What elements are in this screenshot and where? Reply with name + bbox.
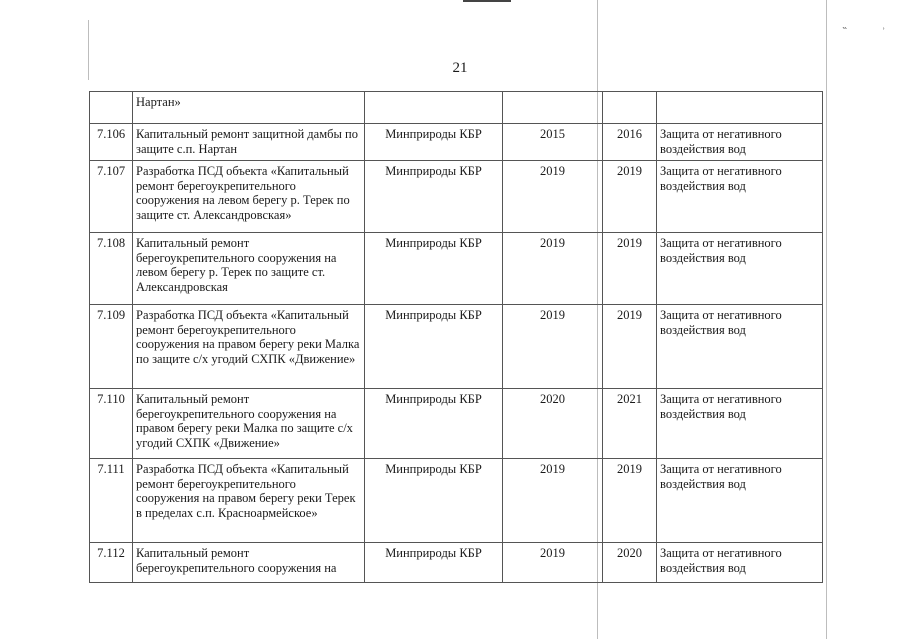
table-row xyxy=(90,459,823,543)
row-start-year: 2019 xyxy=(503,543,603,583)
row-end-year: 2016 xyxy=(603,124,657,161)
row-start-year: 2019 xyxy=(503,233,603,305)
row-number: 7.107 xyxy=(90,161,133,233)
row-purpose: Защита от негативного воздействия вод xyxy=(657,233,823,305)
row-purpose: Защита от негативного воздействия вод xyxy=(657,124,823,161)
table-row xyxy=(90,389,823,459)
row-end-year: 2019 xyxy=(603,161,657,233)
row-agency: Минприроды КБР xyxy=(365,543,503,583)
row-start-year: 2019 xyxy=(503,161,603,233)
table-row xyxy=(90,92,823,124)
row-start-year xyxy=(503,92,603,124)
row-end-year: 2019 xyxy=(603,233,657,305)
table-row xyxy=(90,233,823,305)
row-title: Капитальный ремонт берегоукрепительного сооружения на левом берегу р. Терек по защите ст. Александровская xyxy=(133,233,365,305)
row-title: Капитальный ремонт берегоукрепительного сооружения на xyxy=(133,543,365,583)
row-agency xyxy=(365,92,503,124)
table-row xyxy=(90,124,823,161)
row-title: Разработка ПСД объекта «Капитальный ремонт берегоукрепительного сооружения на правом берегу реки Малка по защите с/х угодий СХПК «Движение» xyxy=(133,305,365,389)
scan-mark xyxy=(463,0,511,2)
row-agency: Минприроды КБР xyxy=(365,389,503,459)
row-purpose: Защита от негативного воздействия вод xyxy=(657,543,823,583)
row-purpose xyxy=(657,92,823,124)
row-agency: Минприроды КБР xyxy=(365,161,503,233)
row-number: 7.108 xyxy=(90,233,133,305)
row-start-year: 2020 xyxy=(503,389,603,459)
scan-line xyxy=(88,20,89,80)
row-purpose: Защита от негативного воздействия вод xyxy=(657,389,823,459)
row-agency: Минприроды КБР xyxy=(365,124,503,161)
measures-table xyxy=(89,91,823,583)
row-number xyxy=(90,92,133,124)
page-number: 21 xyxy=(452,60,468,76)
scan-speck: ˵ xyxy=(843,22,847,33)
row-purpose: Защита от негативного воздействия вод xyxy=(657,305,823,389)
row-number: 7.111 xyxy=(90,459,133,543)
row-number: 7.112 xyxy=(90,543,133,583)
row-start-year: 2015 xyxy=(503,124,603,161)
row-agency: Минприроды КБР xyxy=(365,459,503,543)
row-end-year: 2020 xyxy=(603,543,657,583)
row-number: 7.109 xyxy=(90,305,133,389)
scan-speck: ˒ xyxy=(882,22,886,33)
row-start-year: 2019 xyxy=(503,459,603,543)
table-row xyxy=(90,161,823,233)
row-number: 7.106 xyxy=(90,124,133,161)
row-end-year: 2019 xyxy=(603,305,657,389)
row-title: Нартан» xyxy=(133,92,365,124)
row-agency: Минприроды КБР xyxy=(365,233,503,305)
row-title: Разработка ПСД объекта «Капитальный ремонт берегоукрепительного сооружения на левом берегу р. Терек по защите ст. Александровская» xyxy=(133,161,365,233)
table-row xyxy=(90,305,823,389)
row-end-year: 2019 xyxy=(603,459,657,543)
row-number: 7.110 xyxy=(90,389,133,459)
row-purpose: Защита от негативного воздействия вод xyxy=(657,459,823,543)
row-purpose: Защита от негативного воздействия вод xyxy=(657,161,823,233)
row-end-year: 2021 xyxy=(603,389,657,459)
row-title: Капитальный ремонт берегоукрепительного сооружения на правом берегу реки Малка по защите с/х угодий СХПК «Движение» xyxy=(133,389,365,459)
row-title: Разработка ПСД объекта «Капитальный ремонт берегоукрепительного сооружения на правом берегу реки Терек в пределах с.п. Красноармейское» xyxy=(133,459,365,543)
row-title: Капитальный ремонт защитной дамбы по защите с.п. Нартан xyxy=(133,124,365,161)
scan-line xyxy=(826,0,827,639)
row-end-year xyxy=(603,92,657,124)
row-agency: Минприроды КБР xyxy=(365,305,503,389)
row-start-year: 2019 xyxy=(503,305,603,389)
table-row xyxy=(90,543,823,583)
